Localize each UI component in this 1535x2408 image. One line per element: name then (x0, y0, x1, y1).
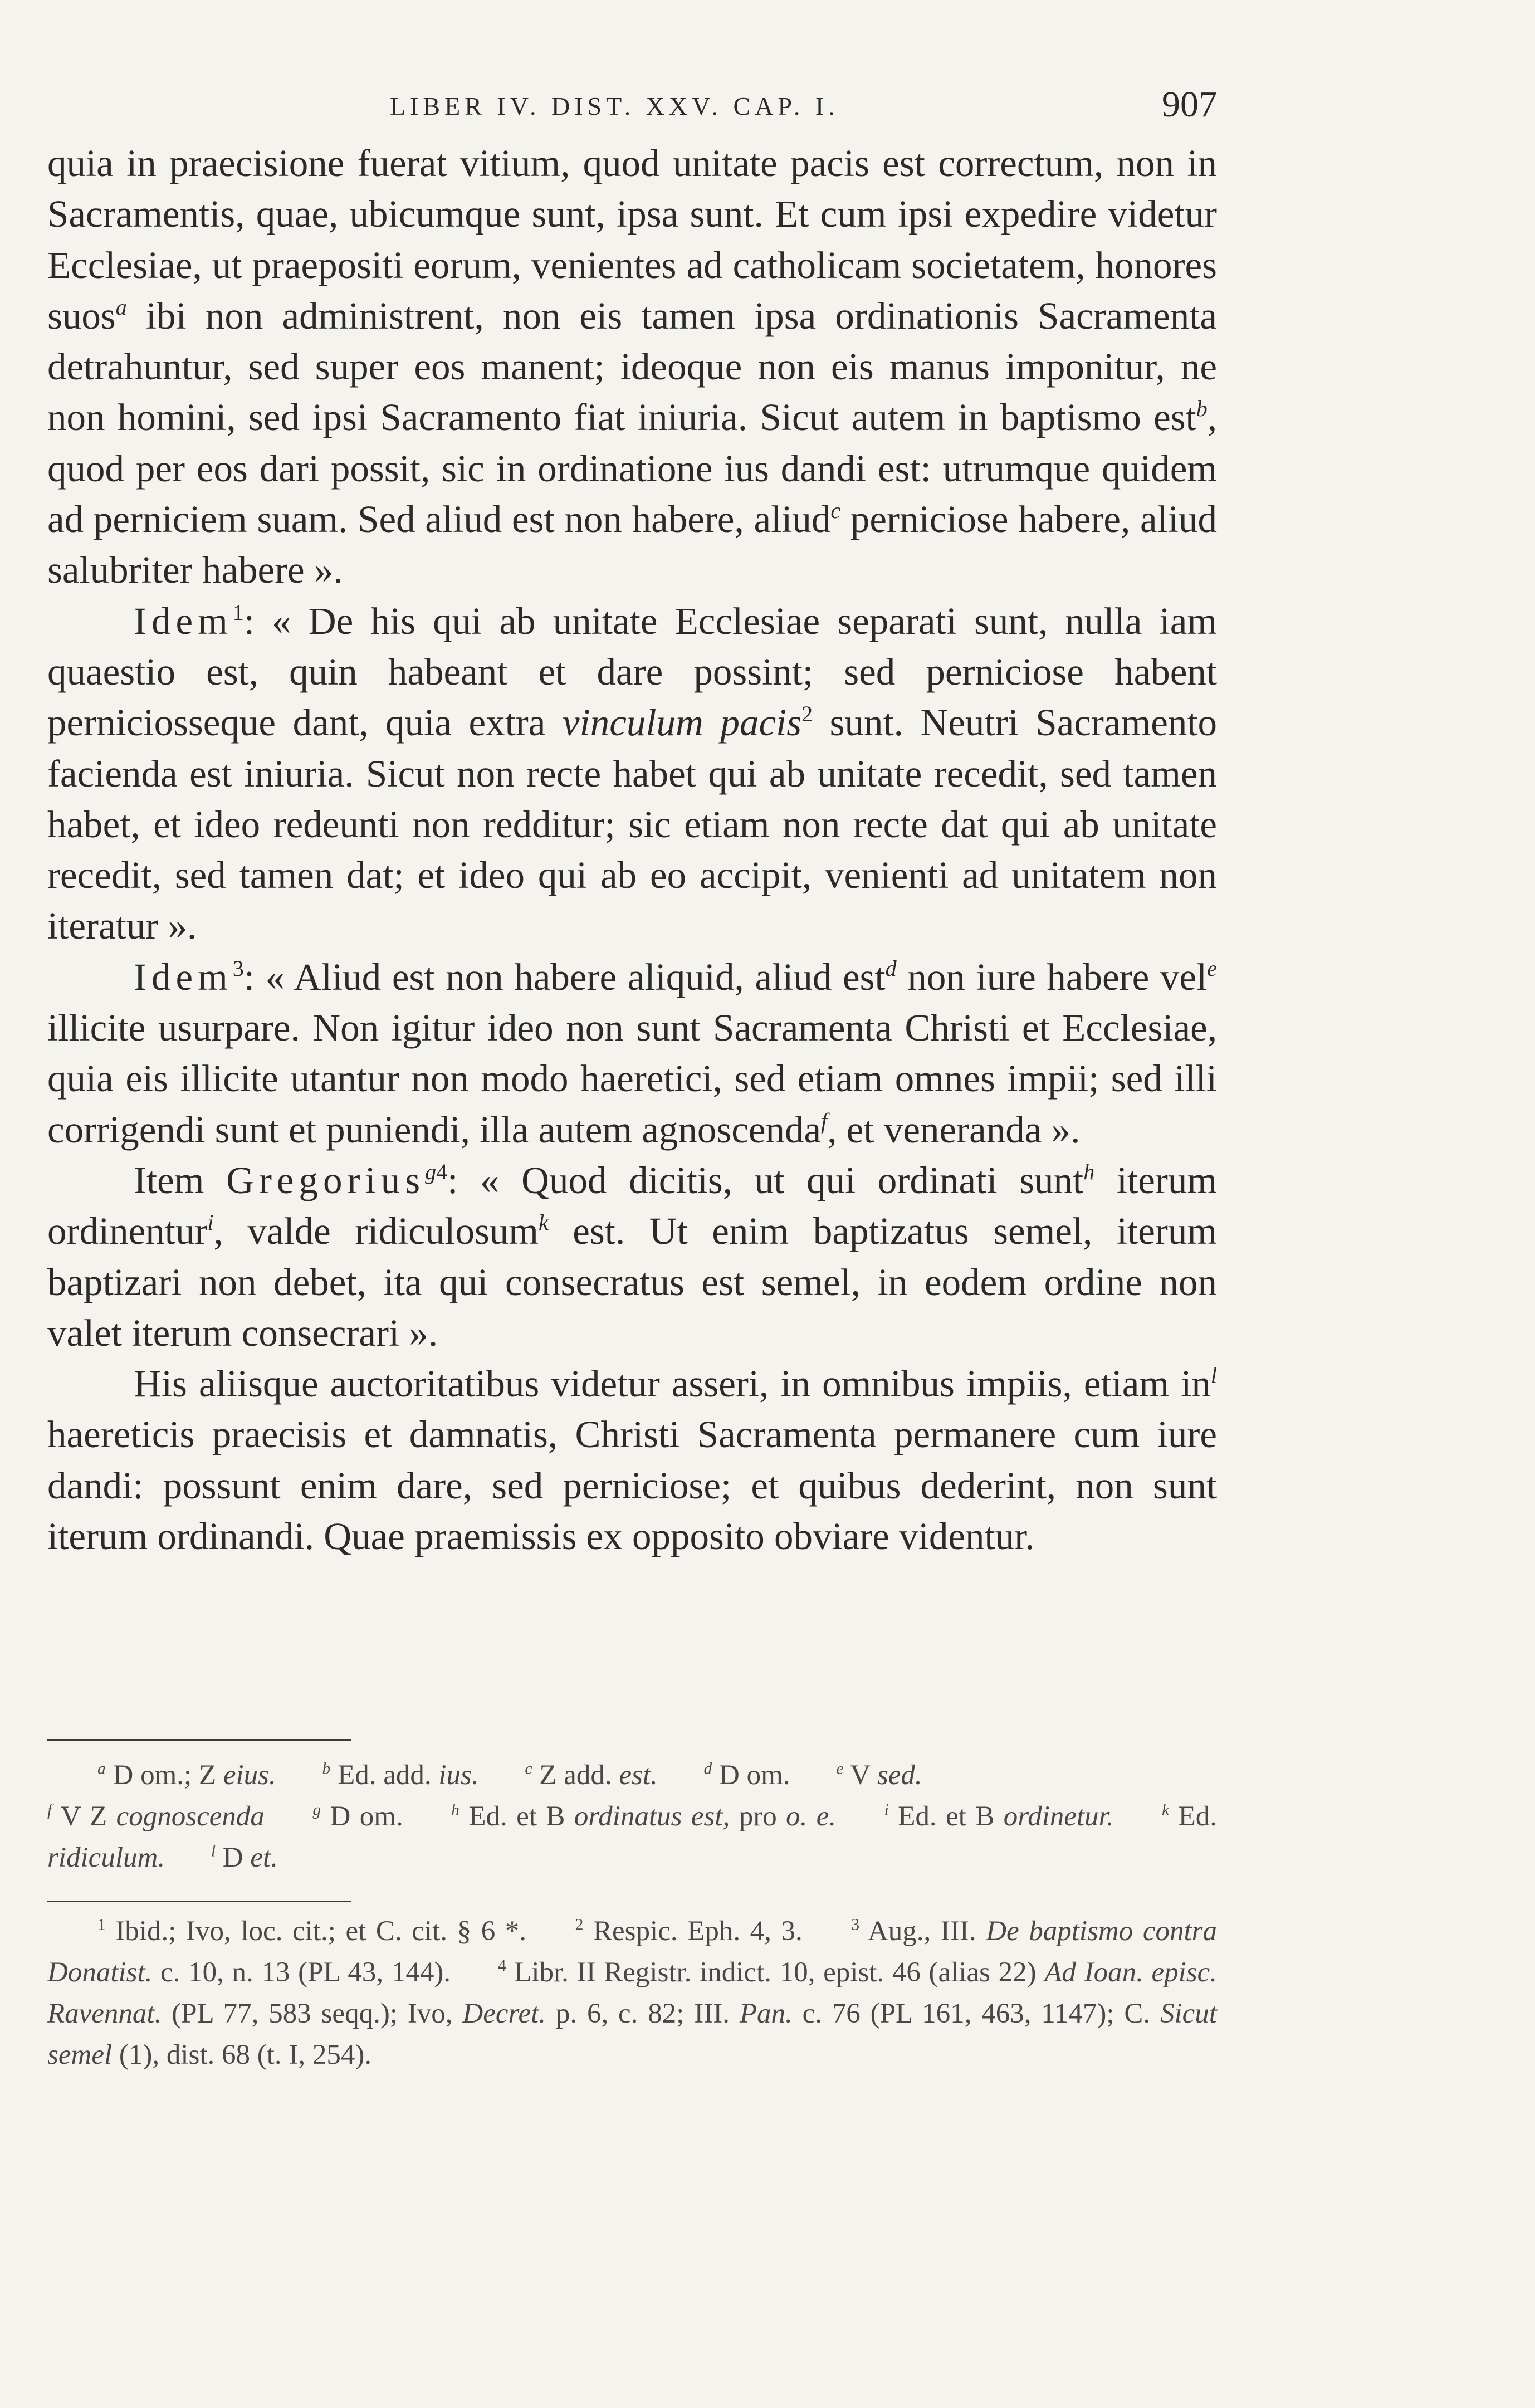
text-run: : « Quod dicitis, ut qui ordinati sunt (447, 1159, 1084, 1201)
source-notes (47, 1911, 1217, 2075)
variant-mark: h (451, 1801, 459, 1819)
text-run: ibi non administrent, non eis tamen ipsa ordinationis Sacramenta detrahuntur, sed super eos manent; ideoque non eis manus imponitur, ne non homini, sed ipsi Sacramento fiat iniuria. Sicut autem in baptismo est (47, 294, 1217, 439)
variant-text: Ed. et B (468, 1801, 574, 1832)
variant-text: Ed. et B (898, 1801, 1004, 1832)
footnote-italic: Decret. (462, 1998, 546, 2029)
variant-italic: o. e. (786, 1801, 837, 1832)
footnote-text: p. 6, c. 82; III. (546, 1998, 740, 2029)
variant-mark: c (525, 1760, 532, 1778)
variant-mark: k (1162, 1801, 1170, 1819)
footnote-text: c. 10, n. 13 (PL 43, 144). (152, 1957, 451, 1988)
variant-mark: g (425, 1159, 437, 1185)
variant-mark: b (1196, 396, 1208, 422)
footnote-italic: De baptismo contra Donatist. (47, 1916, 1217, 1988)
paragraph-5 (47, 1359, 1217, 1562)
variant-text: D om. (330, 1801, 403, 1832)
variant-italic: ius. (438, 1760, 479, 1791)
paragraph-4 (47, 1155, 1217, 1359)
variant-italic: ordinetur. (1003, 1801, 1114, 1832)
variant-text: D om. (719, 1760, 790, 1791)
footnote-number: 4 (497, 1957, 506, 1975)
text-run: quia in praecisione fuerat vitium, quod unitate pacis est correctum, non in Sacramentis, quae, ubicumque sunt, ipsa sunt. Et cum ipsi expedire videtur Ecclesiae, ut praepositi eorum, venientes ad catholicam societatem, honores suos (47, 142, 1217, 337)
running-head: LIBER IV. DIST. XXV. CAP. I. (390, 92, 839, 120)
text-run: haereticis praecisis et damnatis, Christi Sacramenta permanere cum iure dandi: possunt enim dare, sed perniciose; et quibus dederint, non sunt iterum ordinandi. Quae praemissis ex opposito obviare videntur. (47, 1413, 1217, 1558)
footnote-number: 2 (575, 1916, 584, 1934)
footnote-text: Respic. Eph. 4, 3. (593, 1916, 803, 1947)
paragraph-3 (47, 952, 1217, 1155)
source-footnotes (47, 1911, 1217, 2075)
variant-text: Ed. add. (338, 1760, 439, 1791)
author-name: Gregorius (226, 1159, 426, 1201)
footnote-number: 1 (97, 1916, 106, 1934)
footnote-text: Aug., III. (867, 1916, 986, 1947)
variant-mark: a (115, 295, 127, 320)
variant-mark: f (47, 1801, 52, 1819)
variant-italic: cognoscenda (116, 1801, 265, 1832)
footnote-italic: Ad Ioan. episc. Ravennat. (47, 1957, 1218, 2029)
footnote-divider (47, 1739, 351, 1741)
variant-mark: e (1207, 955, 1217, 981)
variant-text: D om.; Z (113, 1760, 223, 1791)
footnote-text: Ibid.; Ivo, loc. cit.; et C. cit. § 6 *. (115, 1916, 527, 1947)
paragraph-1 (47, 138, 1217, 596)
footnote-text: c. 76 (PL 161, 463, 1147); C. (792, 1998, 1160, 2029)
page-number: 907 (1162, 84, 1217, 125)
text-run: , et veneranda ». (827, 1108, 1081, 1151)
text-run: perniciose habere, aliud salubriter habere ». (47, 498, 1217, 592)
variant-mark: l (211, 1842, 216, 1860)
footnote-ref: 1 (232, 599, 244, 625)
variant-text: D (222, 1842, 251, 1873)
variant-mark: g (312, 1801, 321, 1819)
variant-italic: est. (619, 1760, 658, 1791)
variant-italic: ordinatus est, (574, 1801, 730, 1832)
text-run: , quod per eos dari possit, sic in ordinatione ius dandi est: utrumque quidem ad perniciem suam. Sed aliud est non habere, aliud (47, 396, 1217, 541)
footnote-text: Libr. II Registr. indict. 10, epist. 46 (alias 22) (514, 1957, 1045, 1988)
main-text (47, 138, 1217, 1562)
text-run: sunt. Neutri Sacramento facienda est iniuria. Sicut non recte habet qui ab unitate recedit, sed tamen habet, et ideo redeunti non redditur; sic etiam non recte dat qui ab unitate recedit, sed tamen dat; et ideo qui ab eo accipit, venienti ad unitatem non iteratur ». (47, 701, 1217, 947)
variant-text: pro (730, 1801, 786, 1832)
footnote-ref: 4 (436, 1159, 448, 1185)
variant-italic: ridiculum. (47, 1842, 165, 1873)
footnote-number: 3 (851, 1916, 860, 1934)
text-run: iterum ordinentur (47, 1159, 1217, 1253)
variant-mark: d (703, 1760, 712, 1778)
text-run: Item (134, 1159, 227, 1201)
variant-mark: a (97, 1760, 106, 1778)
variant-italic: eius. (223, 1760, 276, 1791)
footnote-italic: Sicut semel (47, 1998, 1217, 2070)
variant-text: V Z (60, 1801, 116, 1832)
footnote-text: (PL 77, 583 seqq.); Ivo, (162, 1998, 463, 2029)
text-run: His aliisque auctoritatibus videtur asseri, in omnibus impiis, etiam in (134, 1362, 1211, 1405)
variant-mark: i (884, 1801, 889, 1819)
variant-mark: f (821, 1108, 828, 1134)
text-run: illicite usurpare. Non igitur ideo non sunt Sacramenta Christi et Ecclesiae, quia eis illicite utantur non modo haeretici, sed etiam omnes impii; sed illi corrigendi sunt et puniendi, illa autem agnoscenda (47, 1007, 1217, 1151)
page-header (47, 84, 1217, 128)
variant-mark: h (1083, 1159, 1095, 1185)
author-name: Idem (134, 599, 233, 642)
footnote-divider (47, 1901, 351, 1902)
variant-mark: d (885, 955, 897, 981)
variant-mark: k (538, 1210, 549, 1235)
variant-mark: i (207, 1210, 214, 1235)
paragraph-2 (47, 596, 1217, 952)
footnote-ref: 3 (232, 955, 244, 981)
footnote-italic: Pan. (739, 1998, 793, 2029)
italic-citation: vinculum pacis (562, 701, 802, 744)
footnote-text: (1), dist. 68 (t. I, 254). (112, 2039, 372, 2070)
variant-mark: l (1210, 1362, 1217, 1388)
author-name: Idem (134, 955, 233, 998)
variant-text: Ed. (1178, 1801, 1217, 1832)
variant-text: Z add. (539, 1760, 619, 1791)
footnote-ref: 2 (801, 701, 813, 727)
text-run: : « Aliud est non habere aliquid, aliud est (243, 955, 886, 998)
variant-mark: e (836, 1760, 844, 1778)
variant-apparatus (47, 1755, 1217, 1878)
variant-italic: et. (250, 1842, 278, 1873)
variant-text: V (850, 1760, 877, 1791)
text-run: , valde ridiculosum (213, 1210, 539, 1253)
variant-notes (47, 1755, 1217, 1878)
text-run: : « De his qui ab unitate Ecclesiae separati sunt, nulla iam quaestio est, quin habeant et dare possint; sed perniciose habent perniciosseque dant, quia extra (47, 599, 1217, 744)
text-run: non iure habere vel (896, 955, 1208, 998)
text-run: est. Ut enim baptizatus semel, iterum baptizari non debet, ita qui consecratus est semel, in eodem ordine non valet iterum consecrari ». (47, 1210, 1217, 1354)
variant-italic: sed. (877, 1760, 922, 1791)
variant-mark: c (830, 498, 841, 524)
variant-mark: b (322, 1760, 331, 1778)
